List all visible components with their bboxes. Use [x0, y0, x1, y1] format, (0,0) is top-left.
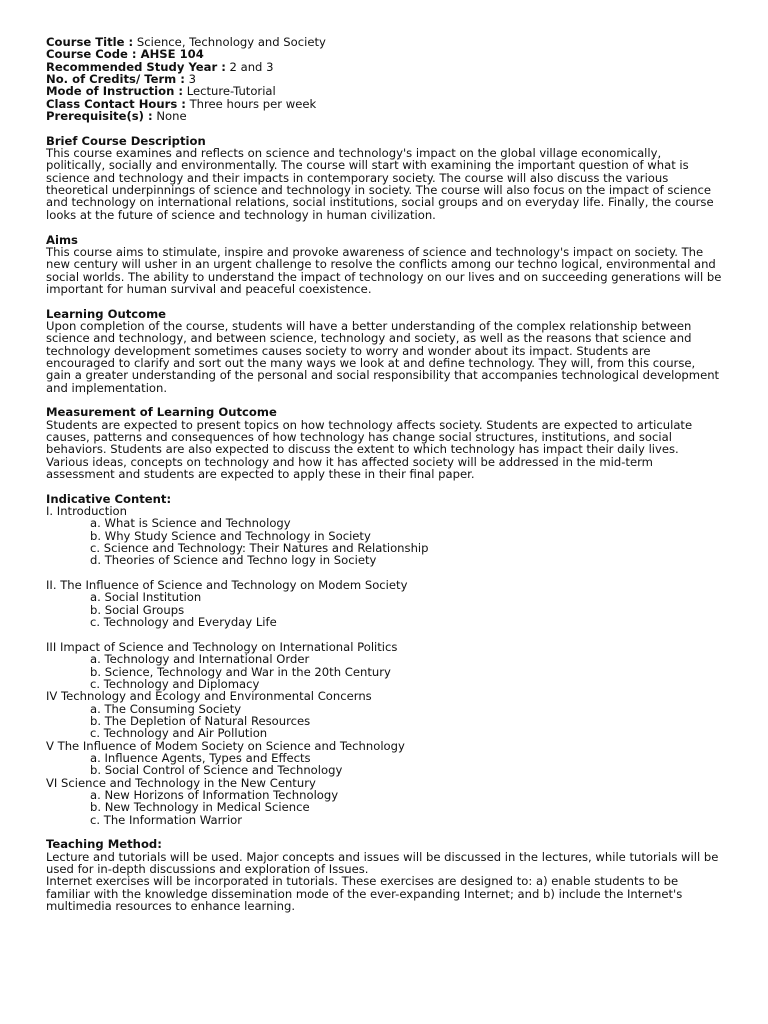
course-title-label: Course Title :: [46, 35, 134, 49]
content-item: a. New Horizons of Information Technology: [90, 787, 339, 802]
content-item: c. Technology and Diplomacy: [90, 676, 260, 691]
course-document: [46, 36, 722, 912]
content-item: b. The Depletion of Natural Resources: [90, 713, 311, 728]
study-year-value: 2 and 3: [225, 59, 274, 74]
content-item: a. What is Science and Technology: [90, 516, 291, 531]
credits-value: 3: [184, 72, 196, 87]
learning-outcome-text: Upon completion of the course, students will have a better understanding of the complex relationship between science and technology, and between science, technology and society, as well as the reasons that science and technology development sometimes causes society to worry and wonder about its impact. Students are encouraged to clarify and sort out the many ways we look at and define technology. They will, from this course, gain a greater understanding of the personal and social responsibility that accompanies technological development and implementation.: [46, 318, 720, 395]
description-heading: Brief Course Description: [46, 133, 206, 148]
content-item: b. Science, Technology and War in the 20th Century: [90, 664, 391, 679]
course-info: [46, 36, 722, 122]
content-section-title: VI Science and Technology in the New Century: [46, 775, 316, 790]
measurement-heading: Measurement of Learning Outcome: [46, 405, 277, 420]
content-heading: Indicative Content:: [46, 491, 172, 506]
prerequisite-row: [46, 110, 722, 122]
content-section-title: IV Technology and Ecology and Environmental Concerns: [46, 689, 372, 704]
content-item: b. Social Control of Science and Technology: [90, 763, 343, 778]
content-item: c. Technology and Everyday Life: [90, 615, 277, 630]
content-item: b. New Technology in Medical Science: [90, 800, 310, 815]
section-spacer: [46, 629, 722, 641]
content-item: b. Why Study Science and Technology in Society: [90, 528, 371, 543]
content-item: a. Influence Agents, Types and Effects: [90, 750, 311, 765]
learning-outcome-heading: Learning Outcome: [46, 306, 167, 321]
instruction-mode-value: Lecture-Tutorial: [183, 84, 276, 99]
content-section-title: II. The Influence of Science and Technology on Modem Society: [46, 578, 408, 593]
teaching-heading: Teaching Method:: [46, 837, 162, 852]
contact-hours-value: Three hours per week: [185, 96, 317, 111]
content-outline: [46, 505, 722, 826]
description-text: This course examines and reflects on science and technology's impact on the global village economically, politically, socially and environmentally. The course will start with examining the important question of what is science and technology and their impacts in contemporary society. The course will also discuss the various theoretical underpinnings of science and technology in society. The course will also focus on the impact of science and technology on international relations, social institutions, social groups and on everyday life. Finally, the course looks at the future of science and technology in human civilization.: [46, 146, 714, 222]
teaching-paragraph: Internet exercises will be incorporated in tutorials. These exercises are designed to: a) enable students to be familiar with the knowledge dissemination mode of the ever-expanding Internet; and b) include the Internet's multimedia resources to enhance learning.: [46, 874, 683, 914]
content-item: a. The Consuming Society: [90, 701, 242, 716]
content-item: d. Theories of Science and Techno logy in Society: [90, 553, 377, 568]
aims-heading: Aims: [46, 232, 78, 247]
content-item: a. Social Institution: [90, 590, 202, 605]
prerequisite-label: Prerequisite(s) :: [46, 109, 153, 124]
instruction-mode-label: Mode of Instruction :: [46, 84, 184, 99]
teaching-paragraph: Lecture and tutorials will be used. Major concepts and issues will be discussed in the lectures, while tutorials will be used for in-depth discussions and exploration of Issues.: [46, 849, 719, 877]
prerequisite-value: None: [152, 109, 187, 124]
content-item: b. Social Groups: [90, 602, 185, 617]
course-title-value: Science, Technology and Society: [133, 35, 326, 49]
contact-hours-label: Class Contact Hours :: [46, 96, 186, 111]
measurement-text: Students are expected to present topics on how technology affects society. Students are expected to articulate causes, patterns and consequences of how technology has change social structures, institutions, and social behaviors. Students are also expected to discuss the extent to which technology has impact their daily lives. Various ideas, concepts on technology and how it has affected society will be addressed in the mid-term assessment and students are expected to apply these in their final paper.: [46, 417, 693, 482]
content-section-title: III Impact of Science and Technology on International Politics: [46, 639, 398, 654]
content-item: c. Science and Technology: Their Natures and Relationship: [90, 541, 429, 556]
study-year-label: Recommended Study Year :: [46, 59, 226, 74]
content-item: c. The Information Warrior: [90, 812, 243, 827]
content-item: c. Technology and Air Pollution: [90, 726, 268, 741]
aims-text: This course aims to stimulate, inspire and provoke awareness of science and technology's impact on society. The new century will usher in an urgent challenge to resolve the conflicts among our techno logical, environmental and social worlds. The ability to understand the impact of technology on our lives and on succeeding generations will be important for human survival and peaceful coexistence.: [46, 244, 722, 296]
content-section-title: I. Introduction: [46, 504, 127, 519]
course-code-label: Course Code : AHSE 104: [46, 47, 204, 62]
credits-label: No. of Credits/ Term :: [46, 72, 185, 87]
content-section-title: V The Influence of Modem Society on Science and Technology: [46, 738, 405, 753]
content-item: a. Technology and International Order: [90, 652, 310, 667]
